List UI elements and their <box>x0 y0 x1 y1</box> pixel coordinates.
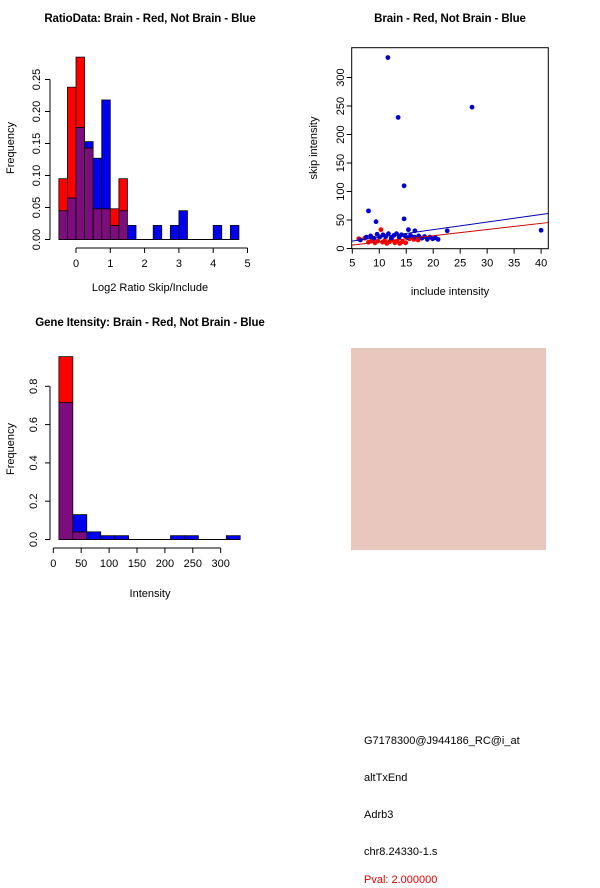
scatter-point-blue <box>470 105 475 110</box>
histogram-bar-blue <box>85 142 94 148</box>
scatter-point-blue <box>445 228 450 233</box>
x-tick-label: 50 <box>75 557 88 570</box>
scatter-ylabel: skip intensity <box>308 116 320 180</box>
gene-intensity-histogram-plot <box>28 357 240 570</box>
x-tick-label: 3 <box>175 257 182 270</box>
scatter-point-blue <box>412 235 417 240</box>
histogram-bar-blue <box>226 536 240 540</box>
ratio-histogram-xlabel: Log2 Ratio Skip/Include <box>91 282 209 294</box>
x-tick-label: 5 <box>244 257 251 270</box>
histogram-bar-overlap <box>59 403 73 540</box>
gene-histogram-ylabel: Frequency <box>5 423 17 475</box>
y-tick-label: 50 <box>334 213 347 227</box>
x-tick-label: 0 <box>50 557 57 570</box>
x-tick-label: 250 <box>183 557 202 570</box>
scatter-point-blue <box>436 237 441 242</box>
histogram-bar-blue <box>170 225 179 239</box>
histogram-bar-blue <box>102 100 111 209</box>
scatter-point-red <box>378 227 383 232</box>
x-tick-label: 15 <box>400 257 413 270</box>
x-tick-label: 10 <box>373 257 386 270</box>
x-tick-label: 40 <box>534 257 548 270</box>
x-tick-label: 300 <box>211 557 230 570</box>
x-tick-label: 1 <box>107 257 114 270</box>
x-tick-label: 200 <box>155 557 175 570</box>
y-tick-label: 150 <box>334 153 347 173</box>
histogram-bar-overlap <box>93 209 102 240</box>
x-tick-label: 0 <box>72 257 80 270</box>
not-brain-fit-line <box>352 213 548 241</box>
histogram-bar-blue <box>213 225 222 239</box>
histogram-bar-blue <box>93 158 102 209</box>
histogram-bar-overlap <box>67 198 76 240</box>
y-tick-label: 0.10 <box>30 164 43 187</box>
y-tick-label: 0.00 <box>30 228 43 251</box>
histogram-bar-red <box>59 179 68 211</box>
chromosome-location-text: chr8.24330-1.s <box>364 846 438 858</box>
y-tick-label: 0 <box>334 245 347 252</box>
histogram-bar-overlap <box>85 148 94 240</box>
histogram-bar-red <box>110 209 119 226</box>
histogram-bar-red <box>119 179 128 211</box>
y-tick-label: 300 <box>334 68 347 87</box>
histogram-bar-blue <box>73 515 87 532</box>
histogram-bar-red <box>59 357 73 403</box>
histogram-bar-blue <box>115 536 129 540</box>
y-tick-label: 0.4 <box>27 455 40 471</box>
intensity-scatter-plot <box>335 48 548 270</box>
x-tick-label: 20 <box>427 257 440 270</box>
histogram-bar-blue <box>127 225 136 239</box>
gene-histogram-title: Gene Itensity: Brain - Red, Not Brain - Blue <box>35 317 265 329</box>
gene-histogram-xlabel: Intensity <box>129 588 171 600</box>
y-tick-label: 100 <box>334 182 347 201</box>
histogram-bar-blue <box>230 225 239 239</box>
scatter-point-blue <box>396 115 401 120</box>
y-tick-label: 0.6 <box>27 416 40 433</box>
ratio-histogram-ylabel: Frequency <box>5 122 17 174</box>
y-tick-label: 0.20 <box>30 100 43 123</box>
x-tick-label: 150 <box>127 557 147 570</box>
scatter-point-red <box>403 240 408 245</box>
scatter-point-blue <box>386 55 391 60</box>
x-tick-label: 100 <box>99 557 119 570</box>
y-tick-label: 0.0 <box>27 531 40 548</box>
histogram-bar-blue <box>179 211 188 240</box>
y-tick-label: 0.15 <box>30 132 43 155</box>
x-tick-label: 4 <box>210 257 217 270</box>
histogram-bar-overlap <box>110 225 119 239</box>
histogram-bar-red <box>76 57 85 127</box>
pval-text: Pval: 2.000000 <box>364 874 438 886</box>
histogram-bar-blue <box>170 536 184 540</box>
probe-id-text: G7178300@J944186_RC@i_at <box>364 735 520 747</box>
scatter-title: Brain - Red, Not Brain - Blue <box>374 13 526 25</box>
x-tick-label: 25 <box>454 257 467 270</box>
y-tick-label: 250 <box>334 96 347 116</box>
x-tick-label: 2 <box>141 257 148 270</box>
scatter-point-blue <box>539 228 544 233</box>
histogram-bar-blue <box>153 225 162 239</box>
histogram-bar-overlap <box>76 128 85 240</box>
scatter-xlabel: include intensity <box>410 286 490 298</box>
histogram-bar-overlap <box>59 211 68 240</box>
scatter-point-blue <box>366 208 371 213</box>
plot-box <box>352 48 549 249</box>
event-type-text: altTxEnd <box>364 772 408 784</box>
scatter-point-blue <box>406 227 411 232</box>
y-tick-label: 0.8 <box>27 378 40 394</box>
histogram-bar-red <box>67 87 76 198</box>
gene-name-text: Adrb3 <box>364 809 394 821</box>
y-tick-label: 0.2 <box>27 493 40 509</box>
ratio-histogram-title: RatioData: Brain - Red, Not Brain - Blue <box>44 13 256 25</box>
x-tick-label: 5 <box>349 257 356 270</box>
histogram-bar-overlap <box>73 532 87 540</box>
histogram-bar-blue <box>184 536 198 540</box>
histogram-bar-overlap <box>102 209 111 240</box>
histogram-bar-overlap <box>119 211 128 240</box>
ratio-histogram-plot <box>31 57 251 270</box>
info-panel <box>351 348 546 886</box>
y-tick-label: 0.05 <box>30 196 43 219</box>
scatter-point-blue <box>374 219 379 224</box>
scatter-point-blue <box>402 216 407 221</box>
y-tick-label: 200 <box>334 125 347 144</box>
x-tick-label: 30 <box>481 257 494 270</box>
y-tick-label: 0.25 <box>30 68 43 91</box>
histogram-bar-blue <box>101 536 115 540</box>
x-tick-label: 35 <box>507 257 521 270</box>
scatter-point-blue <box>402 183 407 188</box>
histogram-bar-blue <box>87 532 101 540</box>
